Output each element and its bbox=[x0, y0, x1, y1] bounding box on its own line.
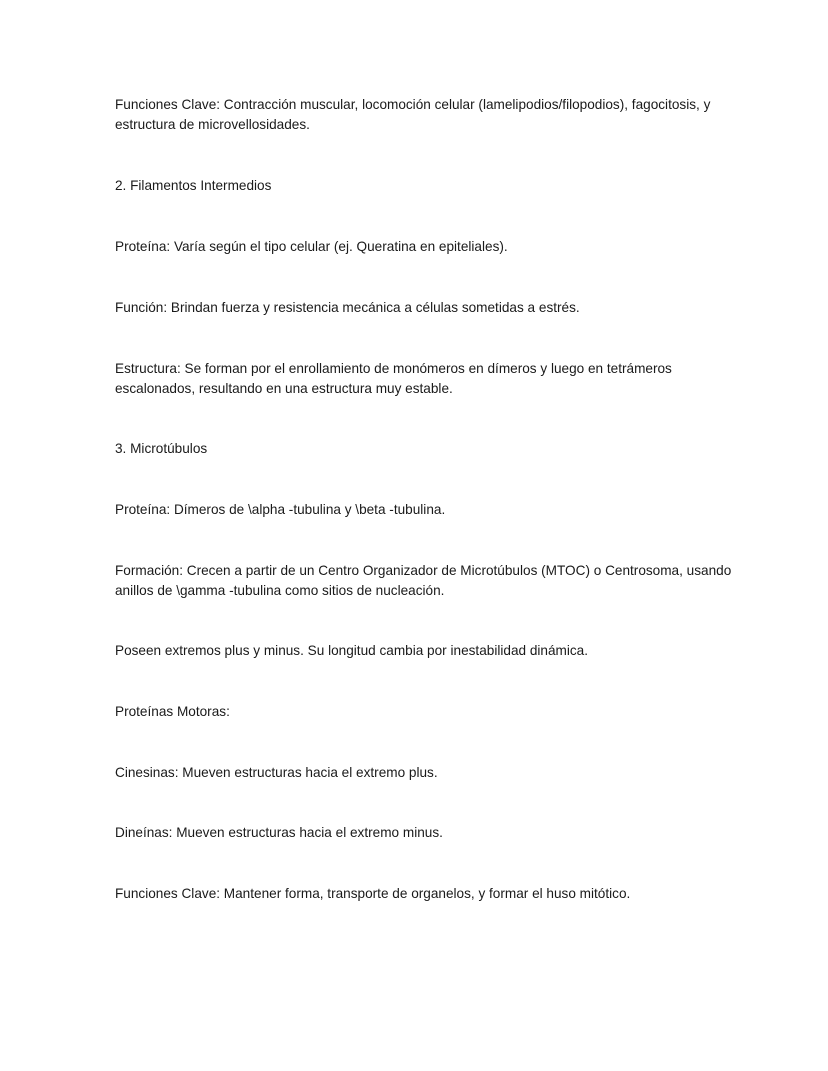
heading-microtubulos: 3. Microtúbulos bbox=[115, 441, 208, 456]
paragraph-proteina-microtubulos: Proteína: Dímeros de \alpha -tubulina y \beta -tubulina. bbox=[115, 502, 446, 517]
paragraph-estructura-intermedios: Estructura: Se forman por el enrollamiento de monómeros en dímeros y luego en tetrámeros escalonados, resultando en una estructura muy estable. bbox=[115, 361, 672, 396]
heading-proteinas-motoras: Proteínas Motoras: bbox=[115, 704, 230, 719]
paragraph-extremos: Poseen extremos plus y minus. Su longitud cambia por inestabilidad dinámica. bbox=[115, 643, 589, 658]
paragraph-funciones-clave-actina: Funciones Clave: Contracción muscular, locomoción celular (lamelipodios/filopodios), fagocitosis, y estructura de microvellosidades. bbox=[115, 97, 711, 132]
paragraph-cinesinas: Cinesinas: Mueven estructuras hacia el extremo plus. bbox=[115, 765, 438, 780]
paragraph-dineinas: Dineínas: Mueven estructuras hacia el extremo minus. bbox=[115, 825, 443, 840]
paragraph-funcion-intermedios: Función: Brindan fuerza y resistencia mecánica a células sometidas a estrés. bbox=[115, 300, 580, 315]
paragraph-funciones-clave-microtubulos: Funciones Clave: Mantener forma, transporte de organelos, y formar el huso mitótico. bbox=[115, 886, 631, 901]
heading-filamentos-intermedios: 2. Filamentos Intermedios bbox=[115, 178, 272, 193]
paragraph-formacion-microtubulos: Formación: Crecen a partir de un Centro Organizador de Microtúbulos (MTOC) o Centrosoma, usando anillos de \gamma -tubulina como sitios de nucleación. bbox=[115, 563, 732, 598]
paragraph-proteina-intermedios: Proteína: Varía según el tipo celular (ej. Queratina en epiteliales). bbox=[115, 239, 508, 254]
